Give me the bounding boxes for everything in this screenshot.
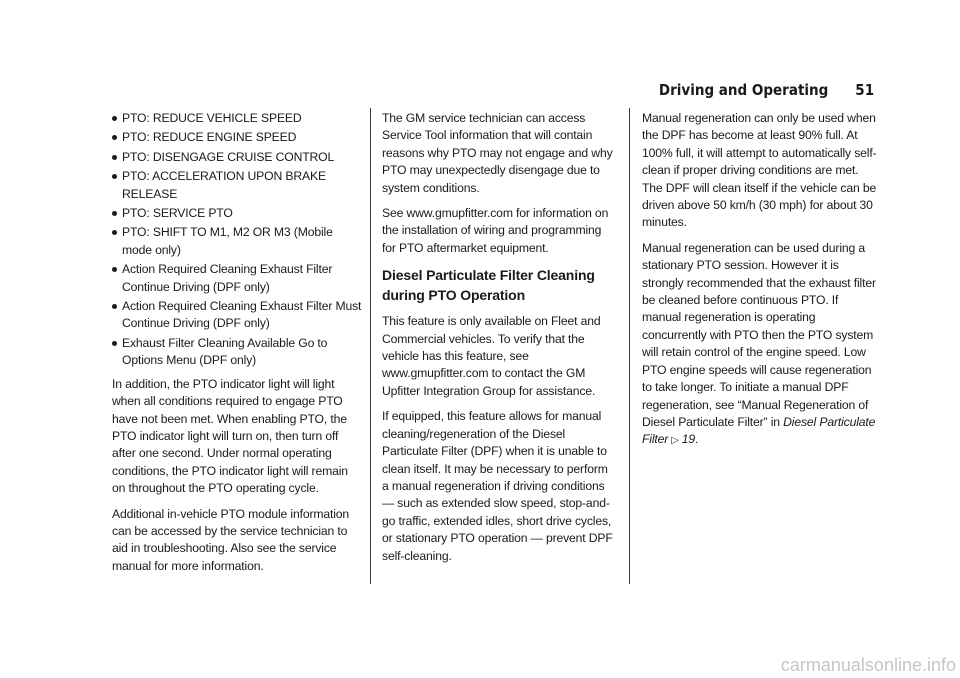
bullet-icon	[112, 116, 117, 121]
paragraph-regeneration-threshold: Manual regeneration can only be used when the DPF has become at least 90% full. At 100% full, it will attempt to automatically self-clean if proper driving conditions are met. The DPF will clean itself if the vehicle can be driven above 50 km/h (30 mph) for about 30 minutes.	[642, 111, 877, 230]
bullet-icon	[112, 155, 117, 160]
list-item: Action Required Cleaning Exhaust Filter Continue Driving (DPF only)	[112, 261, 364, 296]
bullet-icon	[112, 267, 117, 272]
section-title: Driving and Operating	[658, 81, 829, 99]
bullet-icon	[112, 174, 117, 179]
column-3	[642, 110, 878, 458]
list-item: PTO: REDUCE ENGINE SPEED	[112, 129, 364, 146]
paragraph-indicator-light: In addition, the PTO indicator light will light when all conditions required to engage PTO have not been met. When enabling PTO, the PTO indicator light will turn on, then turn off after one second. Under normal operating conditions, the PTO indicator light will remain on throughout the PTO operating cycle.	[112, 376, 348, 496]
cross-reference-page[interactable]: 19	[681, 432, 695, 447]
page-number: 51	[855, 81, 874, 99]
column-2	[382, 110, 616, 573]
paragraph-manual-regeneration: If equipped, this feature allows for manual cleaning/regeneration of the Diesel Particulate Filter (DPF) when it is unable to clean itself. It may be necessary to perform a manual regeneration if driving conditions — such as extended slow speed, stop-and-go traffic, extended idles, short drive cycles, or stationary PTO operation — prevent DPF self-cleaning.	[382, 409, 613, 563]
paragraph-service-tool: The GM service technician can access Service Tool information that will contain reasons why PTO may not engage and why PTO may unexpectedly disengage due to system conditions.	[382, 111, 613, 195]
column-divider-1	[370, 108, 371, 584]
page-reference-icon: ▷	[671, 435, 679, 447]
column-divider-2	[629, 108, 630, 584]
list-item: PTO: REDUCE VEHICLE SPEED	[112, 110, 364, 127]
paragraph-upfitter-link: See www.gmupfitter.com for information on the installation of wiring and programming for PTO aftermarket equipment.	[382, 206, 609, 255]
bullet-icon	[112, 304, 117, 309]
list-item: PTO: SHIFT TO M1, M2 OR M3 (Mobile mode only)	[112, 224, 364, 259]
list-item: PTO: DISENGAGE CRUISE CONTROL	[112, 149, 364, 166]
watermark: carmanualsonline.info	[780, 654, 956, 675]
bullet-icon	[112, 341, 117, 346]
bullet-icon	[112, 211, 117, 216]
bullet-icon	[112, 135, 117, 140]
list-item: PTO: ACCELERATION UPON BRAKE RELEASE	[112, 168, 364, 203]
list-item: Action Required Cleaning Exhaust Filter Must Continue Driving (DPF only)	[112, 298, 364, 333]
paragraph-module-info: Additional in-vehicle PTO module information can be accessed by the service technician to aid in troubleshooting. Also see the service manual for more information.	[112, 506, 350, 573]
list-item: Exhaust Filter Cleaning Available Go to Options Menu (DPF only)	[112, 335, 364, 370]
section-heading: Diesel Particulate Filter Cleaning during PTO Operation	[382, 267, 595, 304]
message-list	[112, 110, 364, 370]
cross-reference-link[interactable]: Diesel Particulate Filter	[642, 414, 876, 447]
paragraph-stationary-pto: Manual regeneration can be used during a stationary PTO session. However it is strongly recommended that the exhaust filter be cleaned before continuous PTO. If manual regeneration is operating concurrently with PTO then the PTO system will retain control of the engine speed. Low PTO engine speeds will cause regeneration to take longer. To initiate a manual DPF regeneration, see “Manual Regeneration of Diesel Particulate Filter” in Diesel Particulate Filter ▷ 19.	[642, 240, 876, 447]
page-header	[659, 82, 874, 99]
column-1	[112, 110, 364, 583]
bullet-icon	[112, 230, 117, 235]
paragraph-feature-availability: This feature is only available on Fleet and Commercial vehicles. To verify that the vehicle has this feature, see www.gmupfitter.com to contact the GM Upfitter Integration Group for assistance.	[382, 314, 601, 398]
list-item: PTO: SERVICE PTO	[112, 205, 364, 222]
